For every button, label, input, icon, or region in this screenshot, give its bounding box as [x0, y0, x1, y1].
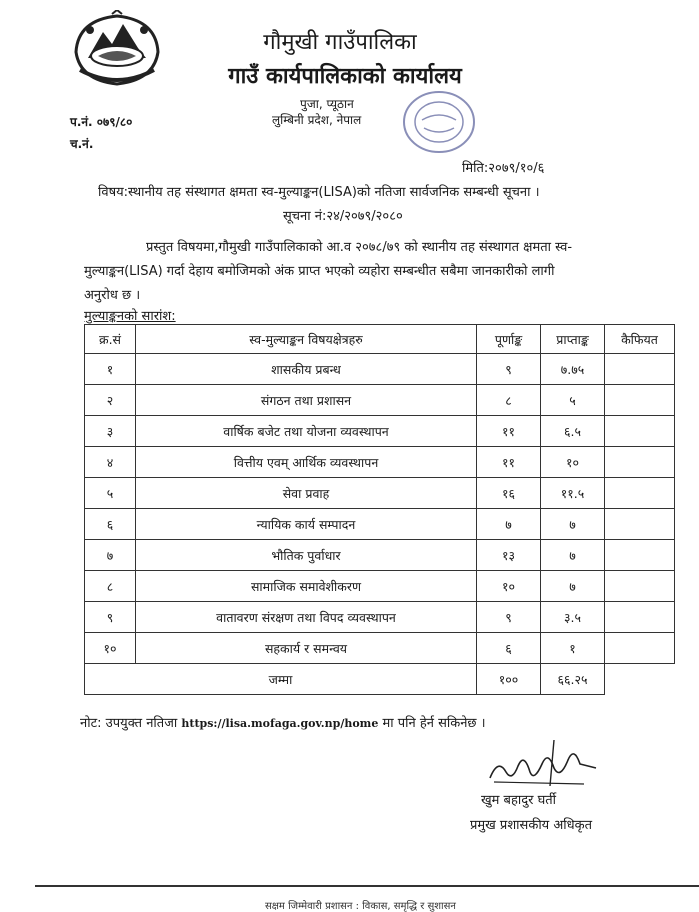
cell-area: संगठन तथा प्रशासन: [136, 385, 477, 416]
header-obtained-marks: प्राप्ताङ्क: [541, 325, 605, 354]
address-line-1: पुजा, प्यूठान: [300, 97, 354, 111]
patra-sankhya: प.नं. ०७९/८०: [70, 115, 133, 129]
total-row: [85, 664, 675, 695]
table-row: [85, 540, 675, 571]
signature: [484, 738, 604, 790]
cell-obtained: ३.५: [541, 602, 605, 633]
cell-obtained: १०: [541, 447, 605, 478]
signatory-designation: प्रमुख प्रशासकीय अधिकृत: [470, 818, 593, 833]
cell-sn: ३: [85, 416, 136, 447]
table-row: [85, 509, 675, 540]
cell-obtained: ७: [541, 509, 605, 540]
table-row: [85, 478, 675, 509]
signatory-name: खुम बहादुर घर्ती: [481, 793, 557, 808]
cell-obtained: ५: [541, 385, 605, 416]
cell-remarks: [605, 416, 675, 447]
table-row: [85, 602, 675, 633]
body-paragraph: प्रस्तुत विषयमा,गौमुखी गाउँपालिकाको आ.व २०७८/७९ को स्थानीय तह संस्थागत क्षमता स्व-मुल्याङ्कन(LISA) गर्दा देहाय बमोजिमको अंक प्राप्त भएको व्यहोरा सम्बन्धीत सबैमा जानकारीको लागी अनुरोध छ ।: [84, 240, 573, 303]
cell-full: १०: [477, 571, 541, 602]
cell-remarks: [605, 385, 675, 416]
cell-sn: ७: [85, 540, 136, 571]
table-row: [85, 571, 675, 602]
cell-sn: ५: [85, 478, 136, 509]
chalani-number: च.नं.: [70, 137, 94, 151]
table-row: [85, 385, 675, 416]
cell-area: शासकीय प्रबन्ध: [136, 354, 477, 385]
official-stamp: [400, 88, 478, 156]
cell-full: ७: [477, 509, 541, 540]
cell-area: भौतिक पुर्वाधार: [136, 540, 477, 571]
cell-remarks: [605, 447, 675, 478]
cell-full: १३: [477, 540, 541, 571]
cell-sn: ६: [85, 509, 136, 540]
cell-remarks: [605, 540, 675, 571]
cell-sn: ९: [85, 602, 136, 633]
cell-obtained: ६.५: [541, 416, 605, 447]
office-name: गौमुखी गाउँपालिका: [263, 30, 417, 55]
footer-motto: सक्षम जिम्मेवारी प्रशासन : विकास, समृद्धि र सुशासन: [265, 901, 456, 912]
cell-remarks: [605, 571, 675, 602]
header-area: स्व-मुल्याङ्कन विषयक्षेत्रहरु: [136, 325, 477, 354]
cell-area: वातावरण संरक्षण तथा विपद व्यवस्थापन: [136, 602, 477, 633]
cell-sn: १०: [85, 633, 136, 664]
table-row: [85, 447, 675, 478]
cell-area: न्यायिक कार्य सम्पादन: [136, 509, 477, 540]
cell-remarks: [605, 354, 675, 385]
total-label: जम्मा: [85, 664, 477, 695]
cell-obtained: ७: [541, 571, 605, 602]
table-row: [85, 354, 675, 385]
office-title: गाउँ कार्यपालिकाको कार्यालय: [228, 64, 462, 89]
note-line: [80, 713, 486, 731]
footer-divider: [35, 885, 699, 887]
cell-full: ११: [477, 447, 541, 478]
header-remarks: कैफियत: [605, 325, 675, 354]
total-full: १००: [477, 664, 541, 695]
note-suffix: मा पनि हेर्न सकिनेछ ।: [382, 716, 486, 731]
cell-remarks: [605, 633, 675, 664]
cell-area: सहकार्य र समन्वय: [136, 633, 477, 664]
results-table: [84, 324, 675, 695]
cell-area: वार्षिक बजेट तथा योजना व्यवस्थापन: [136, 416, 477, 447]
cell-area: वित्तीय एवम् आर्थिक व्यवस्थापन: [136, 447, 477, 478]
cell-sn: ८: [85, 571, 136, 602]
cell-full: ९: [477, 602, 541, 633]
total-obtained: ६६.२५: [541, 664, 605, 695]
cell-sn: २: [85, 385, 136, 416]
header-sn: क्र.सं: [85, 325, 136, 354]
cell-obtained: ११.५: [541, 478, 605, 509]
lisa-url-link[interactable]: https://lisa.mofaga.gov.np/home: [181, 717, 379, 730]
date: मिति:२०७९/१०/६: [462, 161, 545, 176]
cell-full: ९: [477, 354, 541, 385]
cell-full: ६: [477, 633, 541, 664]
cell-obtained: १: [541, 633, 605, 664]
nepal-emblem-logo: [68, 10, 166, 88]
table-row: [85, 633, 675, 664]
cell-sn: १: [85, 354, 136, 385]
cell-area: सेवा प्रवाह: [136, 478, 477, 509]
table-row: [85, 416, 675, 447]
cell-sn: ४: [85, 447, 136, 478]
summary-heading: मुल्याङ्कनको सारांश:: [84, 309, 176, 324]
cell-remarks: [605, 509, 675, 540]
cell-obtained: ७.७५: [541, 354, 605, 385]
note-prefix: नोट: उपयुक्त नतिजा: [80, 716, 178, 731]
notice-number: सूचना नं:२४/२०७९/२०८०: [283, 209, 403, 224]
address-line-2: लुम्बिनी प्रदेश, नेपाल: [272, 113, 362, 127]
header-full-marks: पूर्णाङ्क: [477, 325, 541, 354]
cell-remarks: [605, 602, 675, 633]
cell-full: १६: [477, 478, 541, 509]
table-header-row: [85, 325, 675, 354]
cell-full: ८: [477, 385, 541, 416]
subject-line: विषय:स्थानीय तह संस्थागत क्षमता स्व-मुल्याङ्कन(LISA)को नतिजा सार्वजनिक सम्बन्धी सूचना ।: [98, 185, 540, 200]
cell-area: सामाजिक समावेशीकरण: [136, 571, 477, 602]
cell-full: ११: [477, 416, 541, 447]
cell-remarks: [605, 478, 675, 509]
cell-obtained: ७: [541, 540, 605, 571]
